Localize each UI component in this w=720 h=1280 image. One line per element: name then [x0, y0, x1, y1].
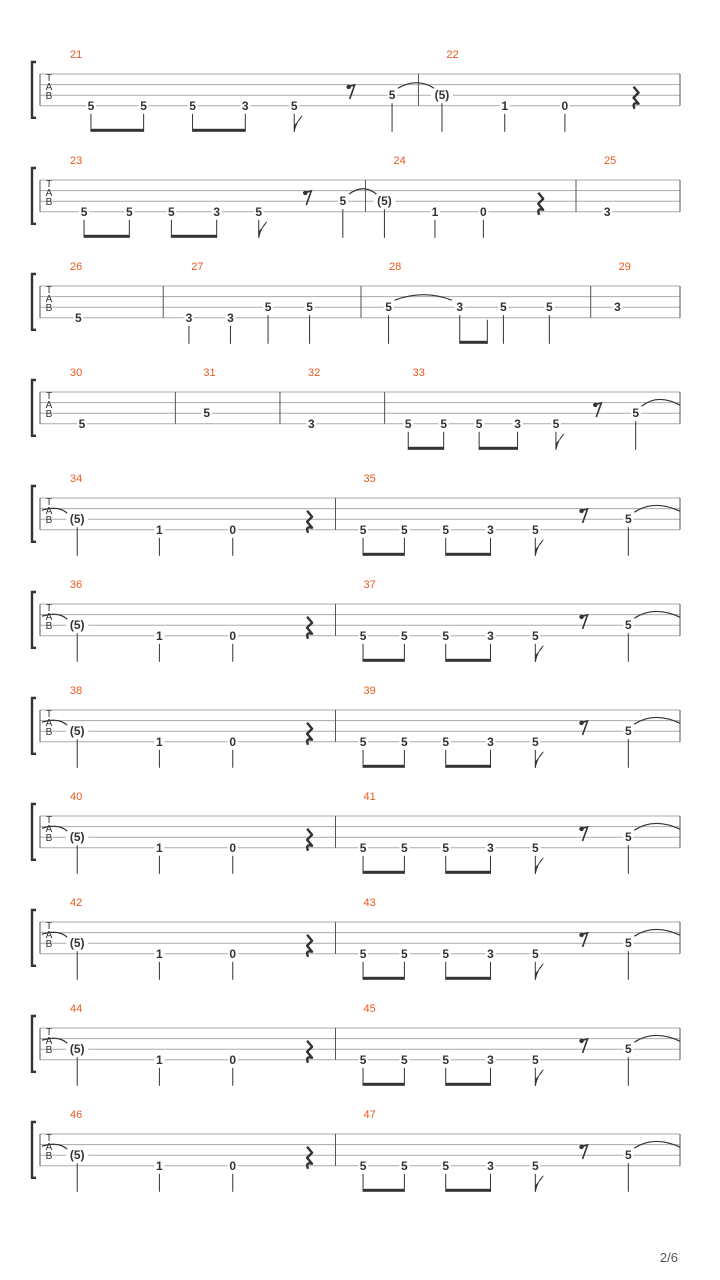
measure-number: 34: [70, 473, 83, 485]
fret-number: 3: [227, 310, 234, 325]
fret-number: 5: [388, 88, 396, 103]
fret-number: 5: [531, 628, 539, 643]
system-bracket: [32, 910, 36, 966]
fret-number: (5): [69, 512, 85, 527]
staff-system: [32, 1003, 680, 1086]
fret-number: 5: [440, 416, 448, 431]
fret-number: 0: [229, 522, 237, 537]
tab-clef-letter: B: [45, 621, 53, 632]
measure: [431, 49, 680, 132]
fret-number: 5: [140, 98, 147, 113]
system-bracket: [32, 168, 36, 224]
measure: [42, 685, 335, 768]
fret-number: (5): [69, 936, 85, 951]
fret-number: 5: [78, 416, 86, 431]
measure: [184, 261, 361, 344]
tie: [349, 189, 377, 195]
measure: [42, 897, 335, 980]
measure: [70, 49, 434, 132]
fret-number: 1: [156, 946, 163, 961]
beam: [446, 659, 491, 662]
tab-clef-letter: T: [45, 815, 53, 826]
eighth-flag: [556, 434, 564, 450]
eighth-flag: [294, 116, 302, 132]
eighth-flag: [535, 964, 543, 980]
measure: [70, 367, 175, 431]
measure: [358, 473, 680, 556]
beam: [363, 659, 404, 662]
fret-number: 3: [514, 416, 521, 431]
fret-number: 5: [531, 1052, 539, 1067]
measure-number: 24: [393, 155, 406, 167]
tab-clef-letter: A: [45, 188, 53, 199]
fret-number: 5: [359, 1052, 367, 1067]
tab-clef-letter: B: [45, 727, 53, 738]
tab-clef-letter: B: [45, 1151, 53, 1162]
fret-number: 5: [264, 300, 272, 315]
fret-number: 0: [229, 946, 237, 961]
fret-number: 3: [487, 734, 494, 749]
fret-number: 5: [545, 300, 553, 315]
fret-number: 5: [531, 840, 539, 855]
tab-clef-letter: B: [45, 515, 53, 526]
system-bracket: [32, 1122, 36, 1178]
beam: [84, 235, 129, 238]
page-number: 2/6: [659, 1250, 678, 1265]
fret-number: 1: [501, 98, 509, 113]
fret-number: 5: [401, 946, 408, 961]
measure: [358, 1003, 680, 1086]
fret-number: 1: [156, 628, 163, 643]
fret-number: 5: [442, 1052, 450, 1067]
fret-number: 5: [125, 204, 133, 219]
tab-clef-letter: T: [45, 921, 53, 932]
fret-number: 5: [80, 204, 88, 219]
fret-number: 3: [241, 98, 249, 113]
tab-clef-letter: A: [45, 1142, 53, 1153]
fret-number: 5: [632, 406, 640, 421]
fret-number: 5: [624, 1042, 632, 1057]
measure: [202, 367, 280, 424]
tab-clef-letter: A: [45, 506, 53, 517]
measure-number: 37: [363, 579, 376, 591]
fret-number: 5: [401, 840, 408, 855]
fret-number: 5: [359, 946, 367, 961]
fret-number: (5): [377, 194, 392, 209]
fret-number: 3: [487, 1158, 494, 1173]
fret-number: 5: [531, 1158, 539, 1173]
tab-clef-letter: B: [45, 1045, 53, 1056]
measure-number: 22: [446, 49, 459, 61]
tab-clef-letter: T: [45, 285, 53, 296]
staff-system: [32, 367, 680, 450]
fret-number: 3: [308, 416, 315, 431]
eighth-flag: [535, 752, 543, 768]
eighth-flag: [535, 1070, 543, 1086]
staff-system: [32, 791, 680, 874]
measure: [358, 579, 680, 662]
beam: [479, 447, 517, 450]
tab-clef-letter: B: [45, 833, 53, 844]
fret-number: 5: [359, 522, 367, 537]
fret-number: 5: [531, 522, 539, 537]
beam: [363, 977, 404, 980]
system-bracket: [32, 486, 36, 542]
measure-number: 29: [618, 261, 631, 273]
fret-number: 0: [229, 840, 237, 855]
fret-number: 3: [487, 522, 494, 537]
fret-number: 5: [404, 416, 412, 431]
measure-number: 40: [70, 791, 83, 803]
measure-number: 44: [70, 1003, 83, 1015]
beam: [363, 553, 404, 556]
measure-number: 47: [363, 1109, 376, 1121]
fret-number: 0: [229, 734, 237, 749]
fret-number: 3: [487, 840, 494, 855]
measure: [358, 685, 680, 768]
fret-number: 5: [624, 936, 632, 951]
tie: [398, 83, 434, 89]
measure-number: 33: [412, 367, 425, 379]
measure: [358, 1109, 680, 1192]
measure-number: 25: [604, 155, 617, 167]
fret-number: 5: [401, 522, 408, 537]
tab-clef-letter: B: [45, 197, 53, 208]
beam: [363, 871, 404, 874]
tab-clef-letter: A: [45, 400, 53, 411]
fret-number: 5: [359, 1158, 367, 1173]
measure: [42, 1109, 335, 1192]
fret-number: 5: [339, 194, 347, 209]
measure-number: 32: [307, 367, 321, 379]
tab-clef-letter: T: [45, 603, 53, 614]
fret-number: 5: [359, 840, 367, 855]
tab-clef-letter: A: [45, 82, 53, 93]
system-bracket: [32, 62, 36, 118]
fret-number: (5): [69, 618, 85, 633]
measure: [42, 579, 335, 662]
beam: [446, 1083, 491, 1086]
measure-number: 38: [70, 685, 83, 697]
fret-number: 1: [156, 734, 163, 749]
tab-clef-letter: B: [45, 91, 53, 102]
measure: [602, 155, 680, 219]
fret-number: 1: [156, 1158, 163, 1173]
fret-number: (5): [69, 1042, 85, 1057]
fret-number: 5: [624, 830, 632, 845]
fret-number: 5: [442, 840, 450, 855]
fret-number: 3: [185, 310, 193, 325]
beam: [460, 341, 488, 344]
measure-number: 39: [363, 685, 376, 697]
tab-clef-letter: A: [45, 930, 53, 941]
fret-number: 5: [168, 204, 175, 219]
measure-number: 41: [363, 791, 376, 803]
system-bracket: [32, 592, 36, 648]
measure-number: 35: [363, 473, 376, 485]
measure-number: 36: [70, 579, 83, 591]
beam: [446, 553, 491, 556]
fret-number: 5: [624, 618, 632, 633]
staff-system: [32, 261, 680, 344]
system-bracket: [32, 380, 36, 436]
staff-system: [32, 155, 680, 238]
fret-number: 3: [603, 204, 611, 219]
measure-number: 45: [363, 1003, 376, 1015]
system-bracket: [32, 804, 36, 860]
eighth-flag: [535, 1176, 543, 1192]
tab-clef-letter: T: [45, 179, 53, 190]
measure: [373, 155, 576, 238]
fret-number: 5: [401, 734, 408, 749]
measure-number: 42: [70, 897, 83, 909]
beam: [363, 1083, 404, 1086]
fret-number: 5: [500, 300, 507, 315]
beam: [446, 977, 491, 980]
fret-number: (5): [434, 88, 450, 103]
fret-number: 5: [442, 522, 450, 537]
measure: [42, 791, 335, 874]
measure: [384, 261, 591, 344]
fret-number: 5: [442, 734, 450, 749]
tab-clef-letter: T: [45, 73, 53, 84]
measure-number: 31: [203, 367, 216, 379]
fret-number: 0: [229, 628, 237, 643]
fret-number: 5: [401, 628, 408, 643]
tab-clef-letter: B: [45, 409, 53, 420]
measure-number: 26: [70, 261, 83, 273]
measure: [612, 261, 680, 318]
system-bracket: [32, 698, 36, 754]
fret-number: 3: [614, 300, 621, 315]
measure: [70, 261, 163, 325]
fret-number: 1: [156, 522, 163, 537]
fret-number: 5: [442, 628, 450, 643]
fret-number: 3: [487, 628, 494, 643]
fret-number: 0: [561, 98, 569, 113]
fret-number: (5): [69, 1148, 85, 1163]
measure: [42, 1003, 335, 1086]
fret-number: 5: [401, 1158, 408, 1173]
tab-clef-letter: A: [45, 294, 53, 305]
fret-number: 5: [385, 300, 392, 315]
fret-number: 5: [624, 512, 632, 527]
eighth-flag: [259, 222, 267, 238]
tab-clef-letter: A: [45, 612, 53, 623]
beam: [363, 765, 404, 768]
fret-number: (5): [69, 724, 85, 739]
tab-clef-letter: T: [45, 709, 53, 720]
beam: [408, 447, 443, 450]
fret-number: 5: [624, 724, 632, 739]
fret-number: (5): [69, 830, 85, 845]
fret-number: 5: [401, 1052, 408, 1067]
measure-number: 28: [389, 261, 402, 273]
tab-clef-letter: B: [45, 303, 53, 314]
staff-system: [32, 473, 680, 556]
staff-system: [32, 579, 680, 662]
tab-clef-letter: T: [45, 1133, 53, 1144]
beam: [446, 765, 491, 768]
fret-number: 1: [156, 1052, 163, 1067]
system-bracket: [32, 274, 36, 330]
measure: [358, 791, 680, 874]
fret-number: 5: [189, 98, 196, 113]
tab-clef-letter: A: [45, 718, 53, 729]
fret-number: 5: [531, 946, 539, 961]
fret-number: 5: [306, 300, 313, 315]
beam: [171, 235, 216, 238]
eighth-flag: [535, 858, 543, 874]
measure: [358, 897, 680, 980]
fret-number: 1: [431, 204, 439, 219]
fret-number: 5: [531, 734, 539, 749]
fret-number: 0: [480, 204, 487, 219]
measure-number: 30: [70, 367, 83, 379]
measure: [70, 155, 376, 238]
measure: [306, 367, 384, 431]
eighth-flag: [535, 646, 543, 662]
tab-clef-letter: A: [45, 824, 53, 835]
fret-number: 5: [552, 416, 560, 431]
beam: [193, 129, 246, 132]
staff-system: [32, 685, 680, 768]
fret-number: 5: [255, 204, 263, 219]
staff-system: [32, 1109, 680, 1192]
staff-system: [32, 49, 680, 132]
measure: [42, 473, 335, 556]
tab-clef-letter: T: [45, 497, 53, 508]
fret-number: 5: [203, 406, 211, 421]
fret-number: 0: [229, 1052, 237, 1067]
tab-clef-letter: A: [45, 1036, 53, 1047]
measure-number: 23: [70, 155, 83, 167]
measure-number: 46: [70, 1109, 83, 1121]
fret-number: 5: [442, 946, 450, 961]
measure-number: 27: [191, 261, 204, 273]
fret-number: 1: [156, 840, 163, 855]
fret-number: 5: [359, 628, 367, 643]
tab-clef-letter: B: [45, 939, 53, 950]
eighth-flag: [535, 540, 543, 556]
slur: [395, 295, 452, 301]
fret-number: 5: [475, 416, 483, 431]
tab-clef-letter: T: [45, 1027, 53, 1038]
fret-number: 5: [87, 98, 95, 113]
fret-number: 5: [290, 98, 298, 113]
measure-number: 21: [70, 49, 83, 61]
beam: [363, 1189, 404, 1192]
measure: [403, 367, 680, 450]
tab-clef-letter: T: [45, 391, 53, 402]
system-bracket: [32, 1016, 36, 1072]
fret-number: 0: [229, 1158, 237, 1173]
fret-number: 3: [213, 204, 221, 219]
measure-number: 43: [363, 897, 376, 909]
fret-number: 3: [487, 1052, 494, 1067]
beam: [91, 129, 144, 132]
fret-number: 3: [487, 946, 494, 961]
fret-number: 5: [442, 1158, 450, 1173]
staff-system: [32, 897, 680, 980]
fret-number: 5: [624, 1148, 632, 1163]
fret-number: 5: [75, 310, 82, 325]
beam: [446, 1189, 491, 1192]
fret-number: 3: [456, 300, 464, 315]
fret-number: 5: [359, 734, 367, 749]
beam: [446, 871, 491, 874]
